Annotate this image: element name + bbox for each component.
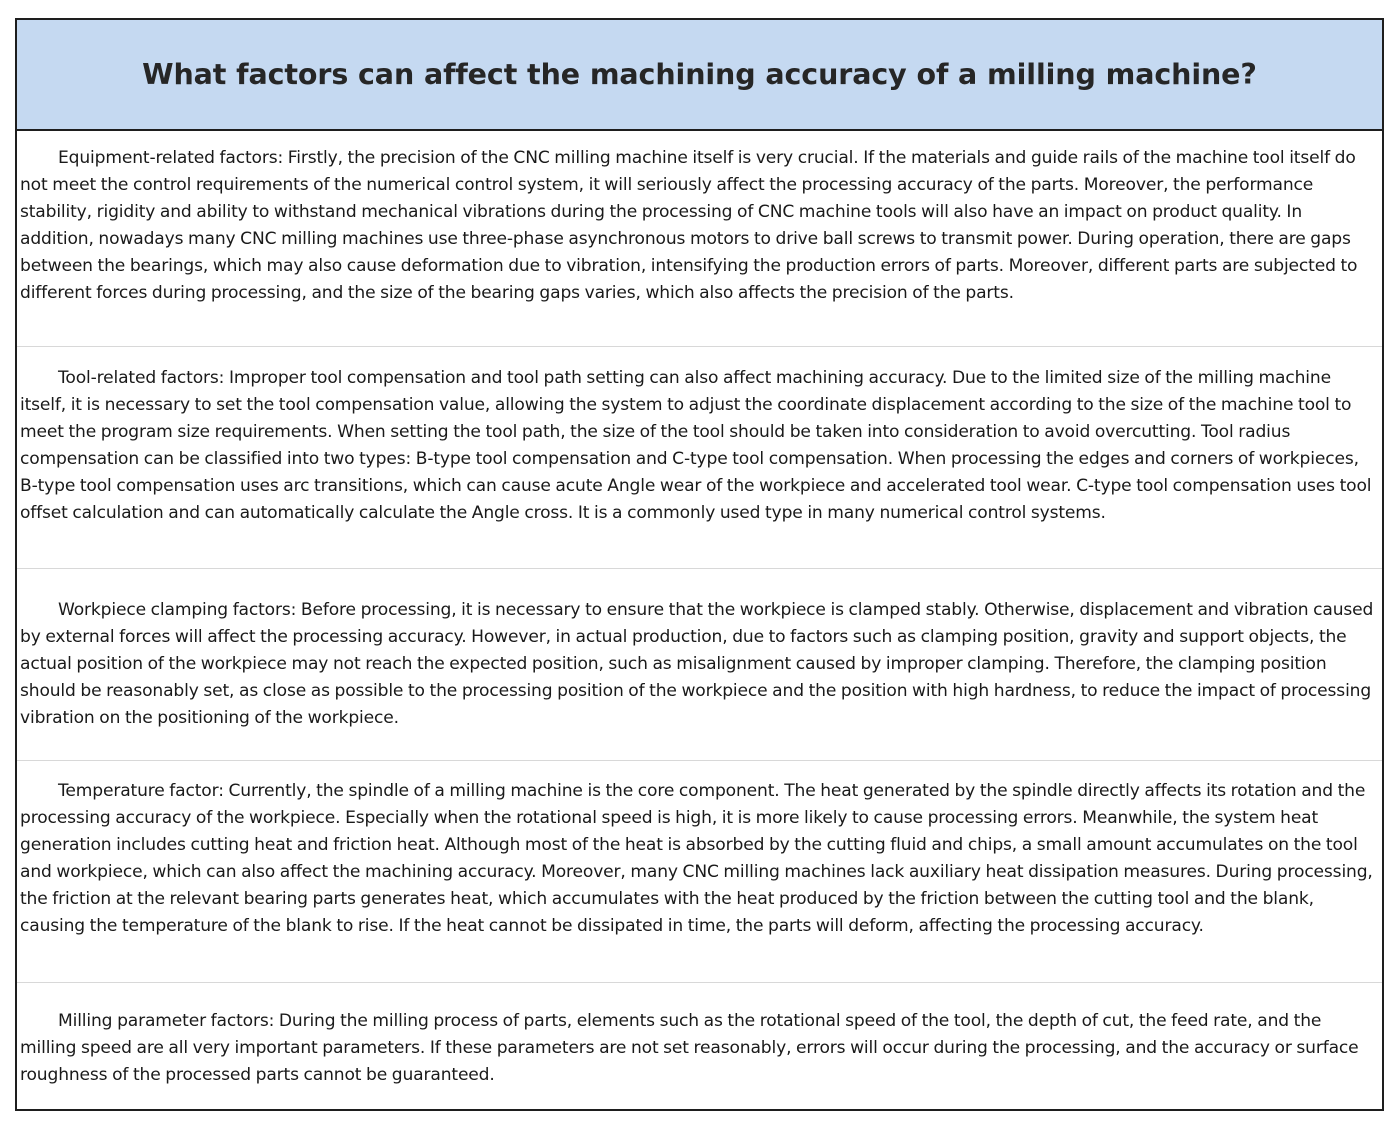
section-equipment-factors <box>17 131 1382 347</box>
section-paragraph: Tool-related factors: Improper tool compensation and tool path setting can also affect machining accuracy. Due to the limited size of the milling machine itself, it is necessary to set the tool compensation value, allowing the system to adjust the coordinate displacement according to the size of the machine tool to meet the program size requirements. When setting the tool path, the size of the tool should be taken into consideration to avoid overcutting. Tool radius compensation can be classified into two types: B-type tool compensation and C-type tool compensation. When processing the edges and corners of workpieces, B-type tool compensation uses arc transitions, which can cause acute Angle wear of the workpiece and accelerated tool wear. C-type tool compensation uses tool offset calculation and can automatically calculate the Angle cross. It is a commonly used type in many numerical control systems. <box>20 368 1372 523</box>
title-banner <box>17 20 1382 131</box>
section-paragraph: Workpiece clamping factors: Before processing, it is necessary to ensure that the workpiece is clamped stably. Otherwise, displacement and vibration caused by external forces will affect the processing accuracy. However, in actual production, due to factors such as clamping position, gravity and support objects, the actual position of the workpiece may not reach the expected position, such as misalignment caused by improper clamping. Therefore, the clamping position should be reasonably set, as close as possible to the processing position of the workpiece and the position with high hardness, to reduce the impact of processing vibration on the positioning of the workpiece. <box>20 600 1374 728</box>
section-paragraph: Equipment-related factors: Firstly, the precision of the CNC milling machine itself is very crucial. If the materials and guide rails of the machine tool itself do not meet the control requirements of the numerical control system, it will seriously affect the processing accuracy of the parts. Moreover, the performance stability, rigidity and ability to withstand mechanical vibrations during the processing of CNC machine tools will also have an impact on product quality. In addition, nowadays many CNC milling machines use three-phase asynchronous motors to drive ball screws to transmit power. During operation, there are gaps between the bearings, which may also cause deformation due to vibration, intensifying the production errors of parts. Moreover, different parts are subjected to different forces during processing, and the size of the bearing gaps varies, which also affects the precision of the parts. <box>20 148 1358 303</box>
section-clamping-factors <box>17 569 1382 761</box>
section-milling-parameter-factors <box>17 983 1382 1109</box>
document-table <box>15 18 1384 1111</box>
section-tool-factors <box>17 347 1382 569</box>
section-temperature-factor <box>17 761 1382 983</box>
section-paragraph: Milling parameter factors: During the milling process of parts, elements such as the rotational speed of the tool, the depth of cut, the feed rate, and the milling speed are all very important parameters. If these parameters are not set reasonably, errors will occur during the processing, and the accuracy or surface roughness of the processed parts cannot be guaranteed. <box>20 1011 1359 1085</box>
section-paragraph: Temperature factor: Currently, the spindle of a milling machine is the core component. The heat generated by the spindle directly affects its rotation and the processing accuracy of the workpiece. Especially when the rotational speed is high, it is more likely to cause processing errors. Meanwhile, the system heat generation includes cutting heat and friction heat. Although most of the heat is absorbed by the cutting fluid and chips, a small amount accumulates on the tool and workpiece, which can also affect the machining accuracy. Moreover, many CNC milling machines lack auxiliary heat dissipation measures. During processing, the friction at the relevant bearing parts generates heat, which accumulates with the heat produced by the friction between the cutting tool and the blank, causing the temperature of the blank to rise. If the heat cannot be dissipated in time, the parts will deform, affecting the processing accuracy. <box>20 781 1373 936</box>
page-title: What factors can affect the machining accuracy of a milling machine? <box>142 58 1257 91</box>
